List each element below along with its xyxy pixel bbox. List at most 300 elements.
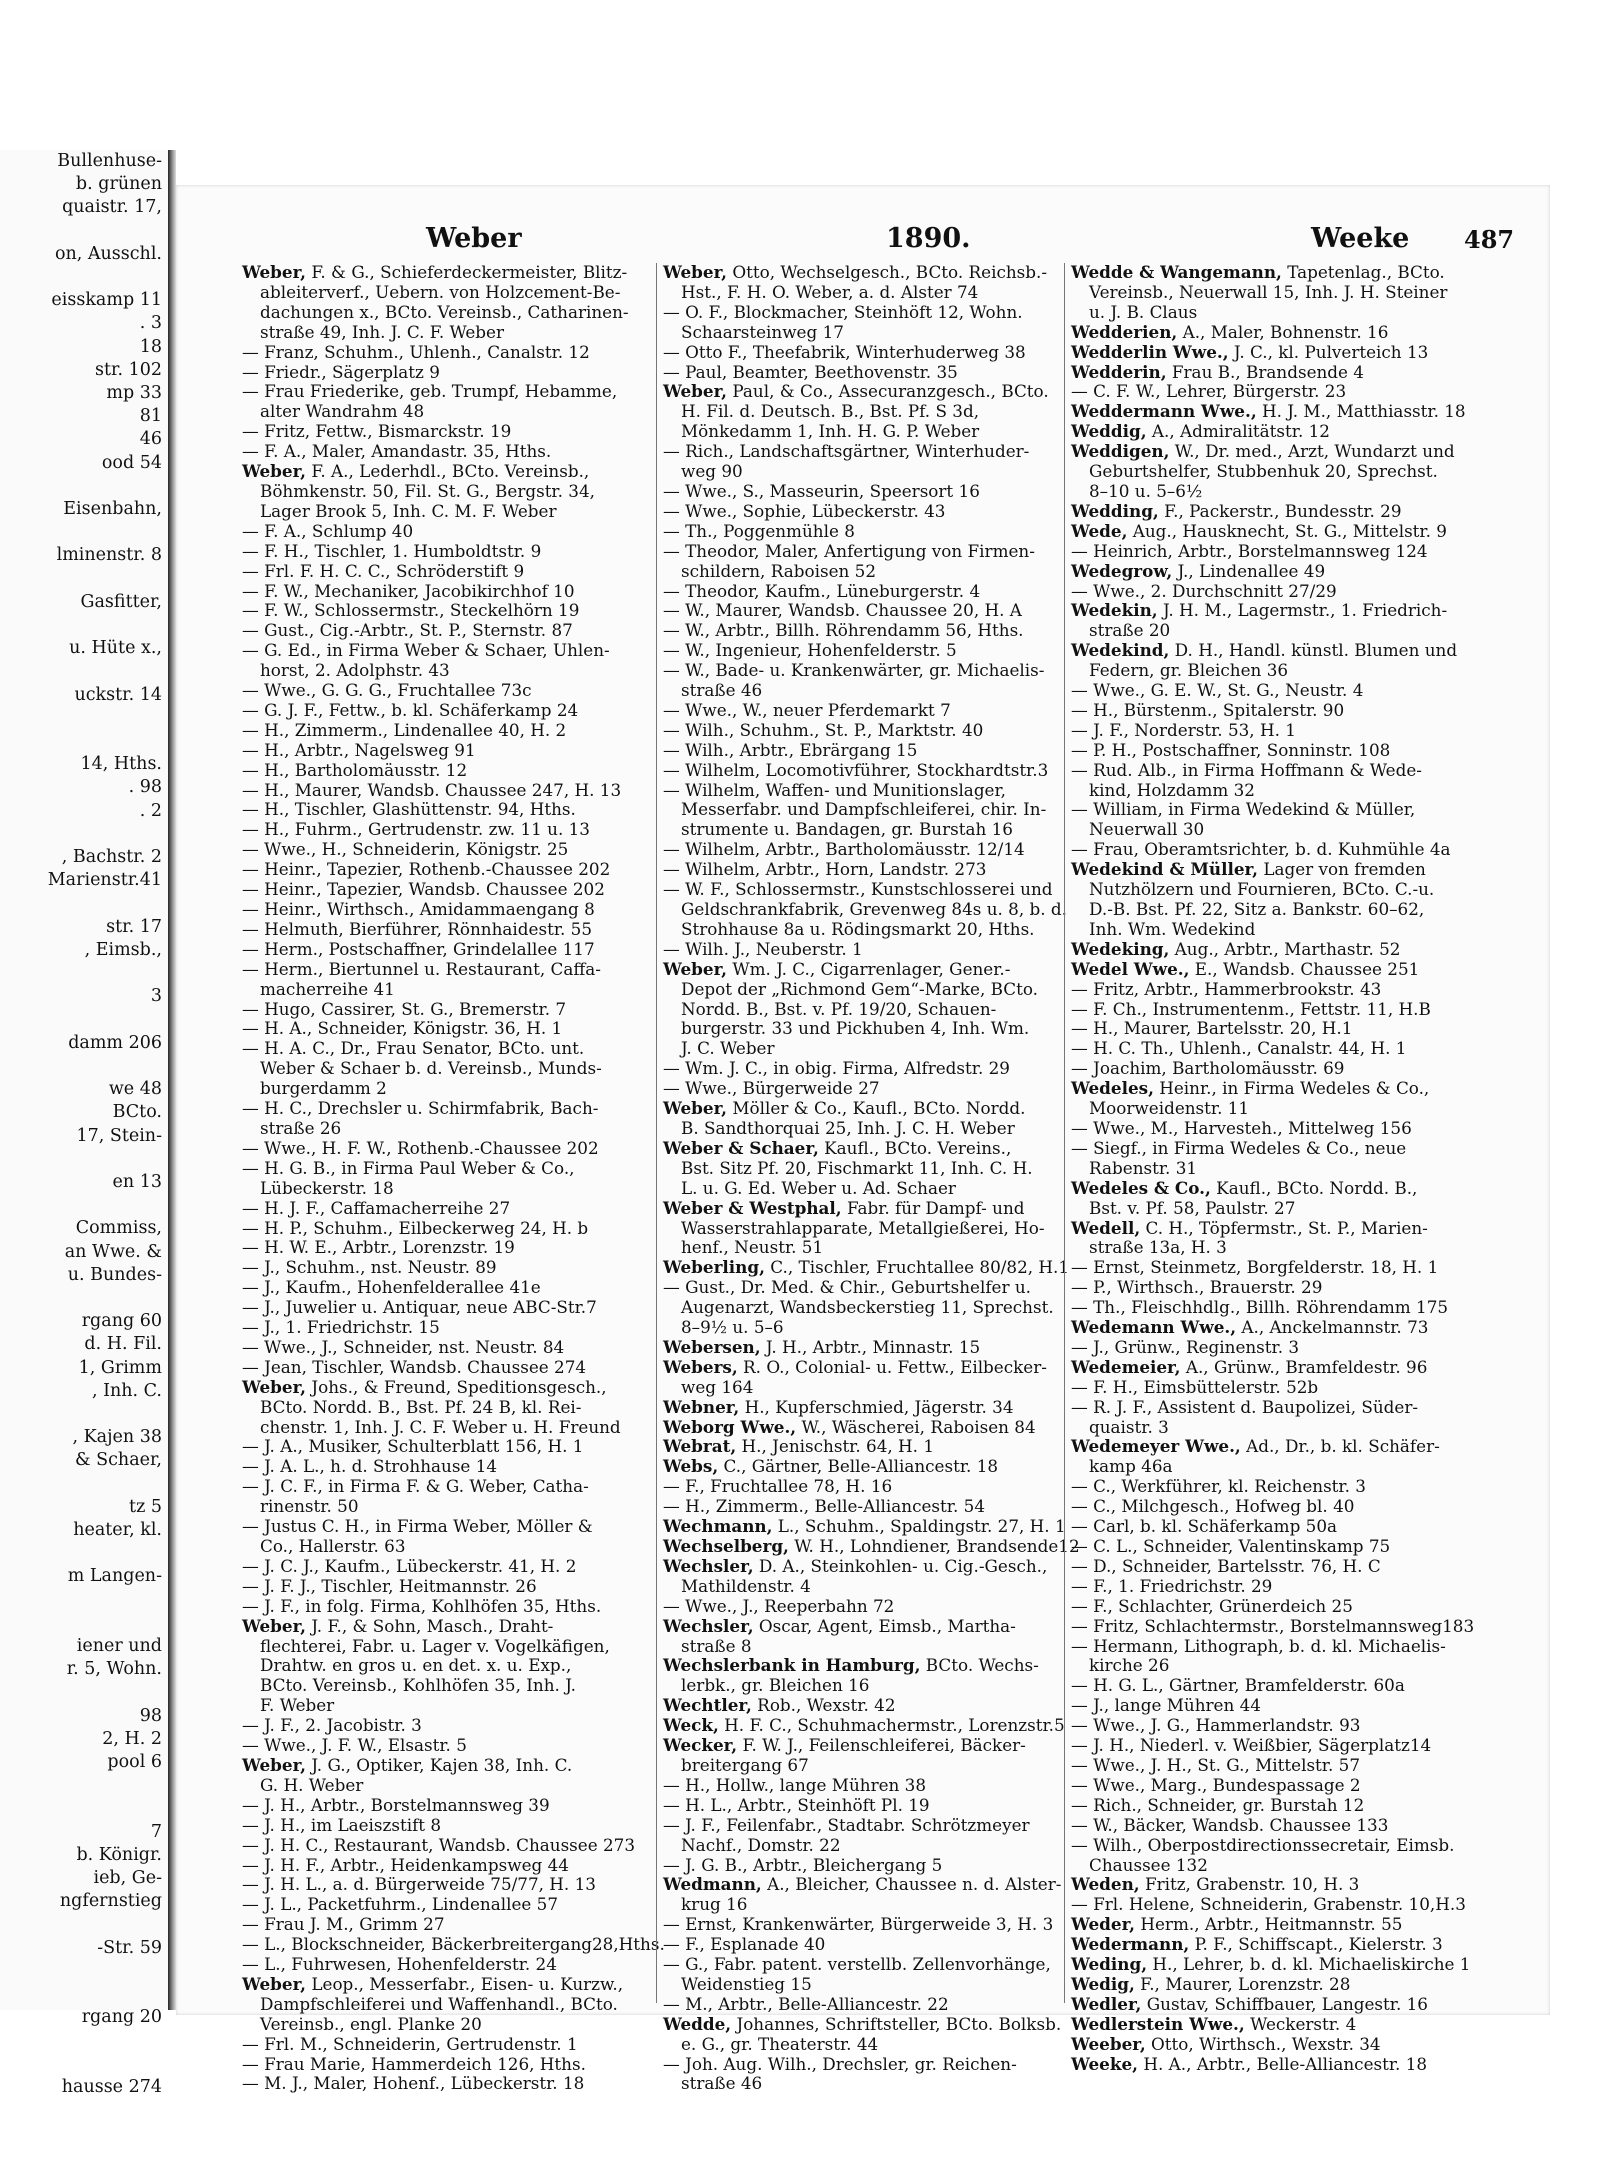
previous-page-line: [0, 475, 168, 498]
directory-entry-line: Vereinsb., engl. Planke 20: [260, 2013, 482, 2034]
directory-entry-line: — J. H. L., a. d. Bürgerweide 75/77, H. 13: [242, 1874, 596, 1895]
previous-page-line: . 2: [139, 800, 162, 821]
directory-entry-line: Wedderien, A., Maler, Bohnenstr. 16: [1071, 321, 1389, 342]
directory-entry-line: Nachf., Domstr. 22: [681, 1834, 841, 1855]
directory-entry-line: — Wwe., J. F. W., Elsastr. 5: [242, 1735, 467, 1756]
directory-entry-line: Wedekind & Müller, Lager von fremden: [1071, 859, 1426, 880]
directory-entry-line: — W., Ingenieur, Hohenfelderstr. 5: [663, 640, 957, 661]
directory-entry-line: — W., Bade- u. Krankenwärter, gr. Michaelis-: [663, 660, 1045, 681]
directory-entry-line: — Joh. Aug. Wilh., Drechsler, gr. Reichen-: [663, 2053, 1017, 2074]
directory-entry-line: — H. A. C., Dr., Frau Senator, BCto. unt.: [242, 1038, 585, 1059]
previous-page-line: [0, 660, 168, 683]
directory-entry-line: — Otto F., Theefabrik, Winterhuderweg 38: [663, 341, 1026, 362]
directory-entry-line: Weck, H. F. C., Schuhmachermstr., Lorenzstr.5: [663, 1715, 1065, 1736]
previous-page-line: [0, 614, 168, 637]
previous-page-line: [0, 730, 168, 753]
previous-page-line: damm 206: [68, 1032, 162, 1053]
previous-page-line: en 13: [112, 1171, 162, 1192]
directory-entry-line: — M. J., Maler, Hohenf., Lübeckerstr. 18: [242, 2073, 585, 2094]
directory-entry-line: — Ernst, Krankenwärter, Bürgerweide 3, H. 3: [663, 1914, 1054, 1935]
directory-entry-line: Lübeckerstr. 18: [260, 1177, 394, 1198]
directory-entry-line: — H. C., Drechsler u. Schirmfabrik, Bach-: [242, 1098, 599, 1119]
directory-entry-line: Wedde & Wangemann, Tapetenlag., BCto.: [1071, 262, 1445, 282]
directory-entry-line: — F., Esplanade 40: [663, 1934, 826, 1955]
previous-page-line: [0, 568, 168, 591]
previous-page-line: ood 54: [101, 452, 162, 473]
directory-entry-line: — Wilh., Oberpostdirectionssecretair, Eimsb.: [1071, 1834, 1455, 1855]
directory-entry-line: — W., Arbtr., Billh. Röhrendamm 56, Hths.: [663, 620, 1024, 641]
directory-entry-line: — H., Maurer, Wandsb. Chaussee 247, H. 13: [242, 779, 622, 800]
directory-entry-line: — Gust., Dr. Med. & Chir., Geburtshelfer u.: [663, 1277, 1031, 1298]
directory-entry-line: — Frau J. M., Grimm 27: [242, 1914, 445, 1935]
previous-page-line: 98: [139, 1705, 162, 1726]
directory-entry-line: — H., Arbtr., Nagelsweg 91: [242, 739, 476, 760]
previous-page-line: an Wwe. &: [64, 1241, 162, 1262]
previous-page-line: [0, 266, 168, 289]
previous-page-line: [0, 1403, 168, 1426]
directory-entry-line: Wedekin, J. H. M., Lagermstr., 1. Friedrich-: [1071, 600, 1448, 621]
header-left-keyword: Weber: [426, 223, 522, 254]
previous-page-line: hausse 274: [61, 2076, 162, 2097]
directory-entry-line: horst, 2. Adolphstr. 43: [260, 660, 450, 681]
directory-entry-line: — J., Schuhm., nst. Neustr. 89: [242, 1257, 497, 1278]
directory-entry-line: Wechsler, D. A., Steinkohlen- u. Cig.-Gesch.,: [663, 1555, 1048, 1576]
header-year: 1890.: [886, 223, 971, 254]
previous-page-line: tz 5: [129, 1496, 162, 1517]
previous-page-line: str. 102: [95, 359, 162, 380]
directory-entry-line: J. C. Weber: [681, 1038, 775, 1059]
directory-entry-line: Weding, H., Lehrer, b. d. kl. Michaeliskirche 1: [1071, 1954, 1471, 1975]
directory-entry-line: kirche 26: [1089, 1655, 1170, 1676]
directory-entry-line: straße 49, Inh. J. C. F. Weber: [260, 321, 504, 342]
directory-entry-line: Dampfschleiferei und Waffenhandl., BCto.: [260, 1993, 618, 2014]
previous-page-line: [0, 1612, 168, 1635]
directory-entry-line: — J. L., Packetfuhrm., Lindenallee 57: [242, 1894, 558, 1915]
directory-entry-line: Chaussee 132: [1089, 1854, 1208, 1875]
previous-page-line: 1, Grimm: [78, 1357, 162, 1378]
directory-entry-line: — Heinr., Wirthsch., Amidammaengang 8: [242, 899, 595, 919]
directory-entry-line: — H. J. F., Caffamacherreihe 27: [242, 1197, 511, 1218]
previous-page-line: [0, 1913, 168, 1936]
previous-page-line: 81: [139, 406, 162, 427]
directory-entry-line: Weber, Johs., & Freund, Speditionsgesch.,: [242, 1376, 607, 1397]
directory-entry-line: — Frau Marie, Hammerdeich 126, Hths.: [242, 2053, 586, 2074]
previous-page-line: , Eimsb.,: [84, 939, 162, 960]
previous-page-line: 7: [150, 1821, 162, 1842]
directory-entry-line: Weder, Herm., Arbtr., Heitmannstr. 55: [1071, 1914, 1403, 1935]
directory-entry-line: — F., 1. Friedrichstr. 29: [1071, 1575, 1273, 1596]
directory-entry-line: — H., Zimmerm., Lindenallee 40, H. 2: [242, 719, 567, 740]
page-number: 487: [1464, 225, 1515, 254]
directory-entry-line: — Frl. M., Schneiderin, Gertrudenstr. 1: [242, 2033, 578, 2054]
directory-entry-line: — W., Bäcker, Wandsb. Chaussee 133: [1071, 1814, 1389, 1835]
directory-entry-line: — Wwe., Sophie, Lübeckerstr. 43: [663, 500, 946, 521]
directory-entry-line: — J., Grünw., Reginenstr. 3: [1071, 1336, 1300, 1357]
directory-entry-line: — H. G. B., in Firma Paul Weber & Co.,: [242, 1157, 575, 1178]
directory-entry-line: — Heinr., Tapezier, Wandsb. Chaussee 202: [242, 879, 605, 900]
directory-entry-line: alter Wandrahm 48: [260, 401, 425, 422]
directory-entry-line: Inh. Wm. Wedekind: [1089, 918, 1256, 939]
directory-entry-line: Geburtshelfer, Stubbenhuk 20, Sprechst.: [1089, 461, 1438, 482]
previous-page-line: 2, H. 2: [102, 1728, 162, 1749]
directory-entry-line: Wechtler, Rob., Wexstr. 42: [663, 1695, 896, 1716]
directory-entry-line: — Wwe., J. H., St. G., Mittelstr. 57: [1071, 1754, 1360, 1775]
directory-entry-line: Weeber, Otto, Wirthsch., Wexstr. 34: [1071, 2033, 1381, 2054]
directory-entry-line: — Herm., Biertunnel u. Restaurant, Caffa-: [242, 958, 601, 979]
directory-entry-line: Co., Hallerstr. 63: [260, 1536, 406, 1556]
directory-entry-line: Moorweidenstr. 11: [1089, 1098, 1250, 1119]
directory-entry-line: — Wilhelm, Arbtr., Horn, Landstr. 273: [663, 859, 987, 880]
directory-entry-line: Wedel Wwe., E., Wandsb. Chaussee 251: [1071, 958, 1420, 979]
directory-entry-line: Federn, gr. Bleichen 36: [1089, 660, 1289, 681]
column-1: [242, 262, 665, 2094]
directory-entry-line: Weberling, C., Tischler, Fruchtallee 80/82, H.1: [663, 1257, 1070, 1278]
directory-entry-line: — Wwe., W., neuer Pferdemarkt 7: [663, 699, 951, 720]
directory-entry-line: — H., Zimmerm., Belle-Alliancestr. 54: [663, 1496, 985, 1517]
directory-entry-line: — Carl, b. kl. Schäferkamp 50a: [1071, 1516, 1338, 1537]
directory-entry-line: — Wwe., Bürgerweide 27: [663, 1078, 880, 1099]
previous-page-line: b. grünen: [75, 174, 162, 195]
directory-entry-line: Webersen, J. H., Arbtr., Minnastr. 15: [663, 1336, 981, 1357]
directory-entry-line: Wechselberg, W. H., Lohndiener, Brandsende12: [663, 1536, 1080, 1556]
directory-entry-line: straße 8: [681, 1635, 752, 1656]
directory-entry-line: — H., Tischler, Glashüttenstr. 94, Hths.: [242, 799, 576, 820]
directory-entry-line: — F. W., Mechaniker, Jacobikirchhof 10: [242, 580, 575, 601]
directory-entry-line: flechterei, Fabr. u. Lager v. Vogelkäfigen,: [260, 1635, 610, 1656]
directory-entry-line: — P., Wirthsch., Brauerstr. 29: [1071, 1277, 1323, 1298]
directory-entry-line: schildern, Raboisen 52: [681, 560, 877, 581]
directory-entry-line: Weber, Leop., Messerfabr., Eisen- u. Kurzw.,: [242, 1973, 624, 1994]
directory-entry-line: Wedlerstein Wwe., Weckerstr. 4: [1071, 2013, 1357, 2034]
directory-entry-line: Weddigen, W., Dr. med., Arzt, Wundarzt und: [1071, 441, 1455, 462]
previous-page-line: eisskamp 11: [51, 290, 162, 311]
directory-entry-line: — Paul, Beamter, Beethovenstr. 35: [663, 361, 958, 382]
directory-entry-line: Wedegrow, J., Lindenallee 49: [1071, 560, 1326, 581]
directory-entry-line: — Joachim, Bartholomäusstr. 69: [1071, 1058, 1345, 1079]
directory-entry-line: Wedemeyer Wwe., Ad., Dr., b. kl. Schäfer-: [1071, 1436, 1440, 1457]
directory-entry-line: Wechslerbank in Hamburg, BCto. Wechs-: [663, 1655, 1039, 1676]
directory-entry-line: Weborg Wwe., W., Wäscherei, Raboisen 84: [663, 1416, 1036, 1437]
directory-page: [176, 185, 1550, 2094]
directory-entry-line: — H. L., Arbtr., Steinhöft Pl. 19: [663, 1794, 930, 1815]
directory-entry-line: — G., Fabr. patent. verstellb. Zellenvorhänge,: [663, 1954, 1051, 1975]
previous-page-line: [0, 220, 168, 243]
directory-entry-line: — Friedr., Sägerplatz 9: [242, 361, 440, 382]
directory-entry-line: Wedermann, P. F., Schiffscapt., Kielerstr. 3: [1071, 1934, 1443, 1955]
directory-entry-line: — J. F. J., Tischler, Heitmannstr. 26: [242, 1575, 537, 1596]
directory-entry-line: rinenstr. 50: [260, 1496, 359, 1517]
directory-entry-line: — F. A., Schlump 40: [242, 520, 414, 541]
directory-entry-line: — J., lange Mühren 44: [1071, 1695, 1261, 1716]
directory-entry-line: Wedeles & Co., Kaufl., BCto. Nordd. B.,: [1071, 1177, 1418, 1198]
directory-entry-line: — Fritz, Schlachtermstr., Borstelmannsweg183: [1071, 1615, 1475, 1636]
directory-entry-line: henf., Neustr. 51: [681, 1237, 824, 1258]
directory-entry-line: 8–10 u. 5–6½: [1089, 480, 1203, 501]
previous-page-line: m Langen-: [67, 1566, 162, 1587]
previous-page-line: -Str. 59: [97, 1937, 162, 1958]
directory-entry-line: Schaarsteinweg 17: [681, 321, 844, 342]
directory-entry-line: — H. C. Th., Uhlenh., Canalstr. 44, H. 1: [1071, 1038, 1407, 1059]
previous-page-line: rgang 60: [81, 1311, 162, 1332]
directory-entry-line: Nordd. B., Bst. v. Pf. 19/20, Schauen-: [681, 998, 997, 1019]
directory-entry-line: — Wilhelm, Waffen- und Munitionslager,: [663, 779, 1006, 800]
column-3: [1064, 262, 1475, 2074]
directory-entry-line: — F., Fruchtallee 78, H. 16: [663, 1476, 893, 1497]
directory-entry-line: — W., Maurer, Wandsb. Chaussee 20, H. A: [663, 600, 1022, 621]
directory-entry-line: — J. H., Arbtr., Borstelmannsweg 39: [242, 1794, 550, 1815]
directory-entry-line: Lager Brook 5, Inh. C. M. F. Weber: [260, 500, 557, 521]
previous-page-line: iener und: [76, 1636, 162, 1656]
directory-entry-line: — C., Werkführer, kl. Reichenstr. 3: [1071, 1476, 1366, 1497]
book-gutter: [168, 150, 176, 2010]
directory-entry-line: Wedderin, Frau B., Brandsende 4: [1071, 361, 1364, 382]
directory-entry-line: Wedekind, D. H., Handl. künstl. Blumen und: [1071, 640, 1458, 661]
directory-entry-line: weg 90: [681, 461, 743, 482]
directory-entry-line: Strohhause 8a u. Rödingsmarkt 20, Hths.: [681, 918, 1035, 939]
previous-page-line: 3: [150, 986, 162, 1007]
directory-entry-line: — J. A. L., h. d. Strohhause 14: [242, 1456, 498, 1477]
directory-entry-line: Weber, F. A., Lederhdl., BCto. Vereinsb.,: [242, 461, 590, 482]
directory-entry-line: Drahtw. en gros u. en det. x. u. Exp.,: [260, 1655, 572, 1676]
directory-entry-line: — Gust., Cig.-Arbtr., St. P., Sternstr. 87: [242, 620, 573, 641]
directory-entry-line: — Wwe., M., Harvesteh., Mittelweg 156: [1071, 1117, 1412, 1138]
directory-entry-line: — R. J. F., Assistent d. Baupolizei, Süder-: [1071, 1396, 1419, 1417]
previous-page-line: [0, 707, 168, 730]
previous-page-line: u. Hüte x.,: [69, 638, 162, 659]
previous-page-line: [0, 893, 168, 916]
directory-entry-line: macherreihe 41: [260, 978, 395, 999]
directory-entry-line: — Frl. F. H. C. C., Schröderstift 9: [242, 560, 525, 581]
previous-page-line: heater, kl.: [73, 1519, 162, 1540]
previous-page-line: . 98: [128, 777, 162, 798]
previous-page-line: u. Bundes-: [67, 1264, 162, 1285]
directory-entry-line: — J. H., im Laeiszstift 8: [242, 1814, 442, 1835]
directory-entry-line: — Heinrich, Arbtr., Borstelmannsweg 124: [1071, 540, 1428, 561]
directory-entry-line: — L., Fuhrwesen, Hohenfelderstr. 24: [242, 1954, 557, 1975]
directory-entry-line: Wedell, C. H., Töpfermstr., St. P., Marien-: [1071, 1217, 1428, 1238]
previous-page-line: Commiss,: [75, 1218, 162, 1239]
directory-entry-line: 8–9½ u. 5–6: [681, 1317, 784, 1338]
directory-entry-line: — Theodor, Maler, Anfertigung von Firmen-: [663, 540, 1035, 561]
directory-entry-line: Wedderlin Wwe., J. C., kl. Pulverteich 13: [1071, 341, 1429, 362]
directory-entry-line: — Fritz, Arbtr., Hammerbrookstr. 43: [1071, 978, 1382, 999]
directory-entry-line: — Wwe., H. F. W., Rothenb.-Chaussee 202: [242, 1137, 599, 1158]
directory-entry-line: Wedmann, A., Bleicher, Chaussee n. d. Alster-: [663, 1874, 1062, 1895]
directory-entry-line: kind, Holzdamm 32: [1089, 779, 1255, 800]
previous-page-line: [0, 1983, 168, 2006]
directory-entry-line: Weber, F. & G., Schieferdeckermeister, Blitz-: [242, 262, 628, 282]
directory-entry-line: — W. F., Schlossermstr., Kunstschlosserei und: [663, 879, 1053, 900]
directory-entry-line: — Theodor, Kaufm., Lüneburgerstr. 4: [663, 580, 981, 601]
directory-entry-line: — Wilhelm, Locomotivführer, Stockhardtstr.3: [663, 759, 1049, 780]
directory-entry-line: — J. H., Niederl. v. Weißbier, Sägerplatz14: [1071, 1735, 1432, 1756]
directory-entry-line: — Frau Friederike, geb. Trumpf, Hebamme,: [242, 381, 618, 402]
previous-page-line: ngfernstieg: [59, 1891, 162, 1912]
directory-entry-line: — William, in Firma Wedekind & Müller,: [1071, 799, 1416, 820]
directory-entry-line: — Wwe., G. G. G., Fruchtallee 73c: [242, 680, 532, 701]
directory-entry-line: Weber & Schaer, Kaufl., BCto. Vereins.,: [663, 1137, 1012, 1158]
directory-entry-line: — J., Juwelier u. Antiquar, neue ABC-Str.7: [242, 1297, 597, 1318]
directory-entry-line: — H., Maurer, Bartelsstr. 20, H.1: [1071, 1018, 1353, 1039]
previous-page-line: , Inh. C.: [91, 1380, 162, 1401]
directory-entry-line: — Wwe., J., Schneider, nst. Neustr. 84: [242, 1336, 565, 1357]
directory-entry-line: Wede, Aug., Hausknecht, St. G., Mittelstr. 9: [1071, 520, 1447, 541]
previous-page-line: on, Ausschl.: [54, 243, 162, 264]
directory-entry-line: Weber, Möller & Co., Kaufl., BCto. Nordd.: [663, 1098, 1026, 1119]
previous-page-line: 17, Stein-: [76, 1125, 162, 1146]
directory-entry-line: Depot der „Richmond Gem“-Marke, BCto.: [681, 978, 1038, 999]
directory-entry-line: Geldschrankfabrik, Grevenweg 84s u. 8, b. d.: [681, 899, 1068, 919]
directory-entry-line: — H., Bürstenm., Spitalerstr. 90: [1071, 699, 1345, 720]
directory-entry-line: burgerstr. 33 und Pickhuben 4, Inh. Wm.: [681, 1018, 1030, 1039]
previous-page-line: uckstr. 14: [74, 684, 162, 705]
previous-page-line: 18: [139, 336, 162, 357]
directory-entry-line: — Wwe., J., Reeperbahn 72: [663, 1595, 895, 1616]
directory-entry-line: dachungen x., BCto. Vereinsb., Catharinen-: [260, 301, 629, 322]
directory-entry-line: — J. H. C., Restaurant, Wandsb. Chaussee 273: [242, 1834, 636, 1855]
previous-page-line: ieb, Ge-: [93, 1868, 162, 1889]
directory-entry-line: — J., Kaufm., Hohenfelderallee 41e: [242, 1277, 541, 1298]
directory-entry-line: — Ernst, Steinmetz, Borgfelderstr. 18, H. 1: [1071, 1257, 1439, 1278]
previous-page-line: str. 17: [106, 916, 162, 937]
directory-entry-line: — Wwe., G. E. W., St. G., Neustr. 4: [1071, 680, 1364, 701]
directory-entry-line: — C. F. W., Lehrer, Bürgerstr. 23: [1071, 381, 1347, 402]
directory-entry-line: Wedding, F., Packerstr., Bundesstr. 29: [1071, 500, 1402, 521]
directory-entry-line: straße 46: [681, 680, 763, 701]
directory-entry-line: lerbk., gr. Bleichen 16: [681, 1675, 870, 1696]
directory-entry-line: — F. W., Schlossermstr., Steckelhörn 19: [242, 600, 580, 621]
directory-entry-line: — F. Ch., Instrumentenm., Fettstr. 11, H.B: [1071, 998, 1431, 1019]
directory-entry-line: Weidenstieg 15: [681, 1973, 812, 1994]
directory-entry-line: straße 46: [681, 2073, 763, 2094]
directory-entry-line: — H. G. L., Gärtner, Bramfelderstr. 60a: [1071, 1675, 1405, 1696]
previous-page-line: 14, Hths.: [80, 754, 162, 775]
directory-entry-line: — Justus C. H., in Firma Weber, Möller &: [242, 1516, 593, 1537]
previous-page-line: [0, 1148, 168, 1171]
directory-entry-line: quaistr. 3: [1089, 1416, 1169, 1437]
directory-entry-line: Webs, C., Gärtner, Belle-Alliancestr. 18: [663, 1456, 999, 1477]
previous-page-fragment: [0, 150, 168, 2097]
directory-entry-line: Bst. v. Pf. 58, Paulstr. 27: [1089, 1197, 1296, 1218]
directory-entry-line: — Wilh., Arbtr., Ebrärgang 15: [663, 739, 918, 760]
previous-page-line: , Bachstr. 2: [61, 847, 162, 868]
directory-entry-line: Wechsler, Oscar, Agent, Eimsb., Martha-: [663, 1615, 1016, 1636]
directory-entry-line: Nutzhölzern und Fournieren, BCto. C.-u.: [1089, 879, 1435, 900]
previous-page-line: pool 6: [107, 1752, 162, 1773]
directory-entry-line: — Wwe., 2. Durchschnitt 27/29: [1071, 580, 1337, 601]
directory-entry-line: D.-B. Bst. Pf. 22, Sitz a. Bankstr. 60–62,: [1089, 899, 1425, 919]
directory-entry-line: — Wwe., S., Masseurin, Speersort 16: [663, 480, 980, 501]
directory-entry-line: H. Fil. d. Deutsch. B., Bst. Pf. S 3d,: [681, 401, 980, 422]
previous-page-line: . 3: [139, 313, 162, 334]
previous-page-line: r. 5, Wohn.: [66, 1659, 162, 1680]
directory-entry-line: — Wwe., H., Schneiderin, Königstr. 25: [242, 839, 569, 860]
directory-entry-line: — M., Arbtr., Belle-Alliancestr. 22: [663, 1993, 949, 2014]
directory-entry-line: Weber, J. G., Optiker, Kajen 38, Inh. C.: [242, 1754, 573, 1775]
directory-entry-line: burgerdamm 2: [260, 1078, 387, 1099]
directory-entry-line: — Fritz, Fettw., Bismarckstr. 19: [242, 421, 512, 442]
directory-entry-line: Wedig, F., Maurer, Lorenzstr. 28: [1071, 1973, 1351, 1994]
directory-entry-line: — Frau, Oberamtsrichter, b. d. Kuhmühle 4a: [1071, 839, 1451, 860]
directory-entry-line: Messerfabr. und Dampfschleiferei, chir. In-: [681, 799, 1047, 820]
directory-entry-line: BCto. Nordd. B., Bst. Pf. 24 B, kl. Rei-: [260, 1396, 582, 1417]
previous-page-line: [0, 1473, 168, 1496]
directory-entry-line: — F. A., Maler, Amandastr. 35, Hths.: [242, 441, 552, 462]
directory-entry-line: — Rud. Alb., in Firma Hoffmann & Wede-: [1071, 759, 1422, 780]
directory-entry-line: — O. F., Blockmacher, Steinhöft 12, Wohn.: [663, 301, 1023, 322]
directory-entry-line: — C., Milchgesch., Hofweg bl. 40: [1071, 1496, 1355, 1517]
directory-entry-line: — Wm. J. C., in obig. Firma, Alfredstr. 29: [663, 1058, 1010, 1079]
directory-entry-line: — Wwe., Marg., Bundespassage 2: [1071, 1774, 1361, 1795]
directory-entry-line: u. J. B. Claus: [1089, 301, 1198, 322]
directory-entry-line: Neuerwall 30: [1089, 819, 1205, 840]
directory-entry-line: weg 164: [681, 1376, 754, 1397]
directory-entry-line: Wecker, F. W. J., Feilenschleiferei, Bäcker-: [663, 1735, 1026, 1756]
directory-entry-line: straße 26: [260, 1117, 342, 1138]
directory-entry-line: — P. H., Postschaffner, Sonninstr. 108: [1071, 739, 1391, 760]
directory-entry-line: Webers, R. O., Colonial- u. Fettw., Eilbecker-: [663, 1356, 1047, 1377]
directory-entry-line: — J. A., Musiker, Schulterblatt 156, H. 1: [242, 1436, 584, 1457]
directory-entry-line: Wedemeier, A., Grünw., Bramfeldestr. 96: [1071, 1356, 1428, 1377]
previous-page-line: [0, 1009, 168, 1032]
directory-entry-line: — H. A., Schneider, Königstr. 36, H. 1: [242, 1018, 563, 1039]
directory-entry-line: e. G., gr. Theaterstr. 44: [681, 2033, 879, 2054]
previous-page-line: mp 33: [106, 383, 162, 404]
directory-entry-line: Weber & Westphal, Fabr. für Dampf- und: [663, 1197, 1025, 1218]
directory-entry-line: chenstr. 1, Inh. J. C. F. Weber u. H. Freund: [260, 1416, 621, 1437]
directory-entry-line: — D., Schneider, Bartelsstr. 76, H. C: [1071, 1555, 1381, 1576]
directory-entry-line: Böhmkenstr. 50, Fil. St. G., Bergstr. 34,: [260, 480, 595, 501]
directory-entry-line: BCto. Vereinsb., Kohlhöfen 35, Inh. J.: [260, 1675, 576, 1696]
directory-entry-line: — H., Bartholomäusstr. 12: [242, 759, 468, 780]
previous-page-line: Bullenhuse-: [57, 151, 162, 171]
previous-page-line: d. H. Fil.: [84, 1334, 162, 1355]
directory-entry-line: — J. F., 2. Jacobistr. 3: [242, 1715, 422, 1736]
directory-entry-line: Wedler, Gustav, Schiffbauer, Langestr. 16: [1071, 1993, 1428, 2014]
previous-page-line: BCto.: [112, 1102, 162, 1123]
directory-entry-line: Weden, Fritz, Grabenstr. 10, H. 3: [1071, 1874, 1360, 1895]
previous-page-line: [0, 1055, 168, 1078]
directory-entry-line: Wedeking, Aug., Arbtr., Marthastr. 52: [1071, 938, 1401, 959]
directory-entry-line: Hst., F. H. O. Weber, a. d. Alster 74: [681, 281, 979, 302]
directory-entry-line: straße 13a, H. 3: [1089, 1237, 1227, 1258]
previous-page-line: [0, 962, 168, 985]
directory-entry-line: Weber, Wm. J. C., Cigarrenlager, Gener.-: [663, 958, 1011, 979]
directory-entry-line: Wedemann Wwe., A., Anckelmannstr. 73: [1071, 1317, 1429, 1338]
page-header: [246, 223, 1516, 261]
directory-entry-line: Wedde, Johannes, Schriftsteller, BCto. Bolksb.: [663, 2013, 1062, 2034]
directory-entry-line: — J. G. B., Arbtr., Bleichergang 5: [663, 1854, 943, 1875]
directory-entry-line: F. Weber: [260, 1695, 335, 1716]
previous-page-line: [0, 1960, 168, 1983]
previous-page-line: [0, 1681, 168, 1704]
directory-entry-line: — Wwe., J. G., Hammerlandstr. 93: [1071, 1715, 1361, 1736]
directory-entry-line: Wechmann, L., Schuhm., Spaldingstr. 27, H. 1: [663, 1516, 1066, 1537]
directory-entry-line: straße 20: [1089, 620, 1171, 641]
directory-entry-line: — J. H. F., Arbtr., Heidenkampsweg 44: [242, 1854, 569, 1875]
previous-page-line: Eisenbahn,: [63, 499, 162, 520]
directory-entry-line: breitergang 67: [681, 1754, 809, 1775]
directory-entry-line: Weber, Otto, Wechselgesch., BCto. Reichsb.-: [663, 262, 1048, 282]
directory-entry-line: — Frl. Helene, Schneiderin, Grabenstr. 10,H.3: [1071, 1894, 1466, 1915]
directory-entry-line: — G. J. F., Fettw., b. kl. Schäferkamp 24: [242, 699, 579, 720]
directory-entry-line: — Th., Fleischhdlg., Billh. Röhrendamm 175: [1071, 1297, 1449, 1318]
directory-entry-line: — Wilh., Schuhm., St. P., Marktstr. 40: [663, 719, 984, 740]
header-right-keyword: Weeke: [1311, 223, 1410, 254]
column-2: [656, 262, 1080, 2094]
previous-page-line: lminenstr. 8: [56, 545, 162, 566]
previous-page-line: [0, 521, 168, 544]
